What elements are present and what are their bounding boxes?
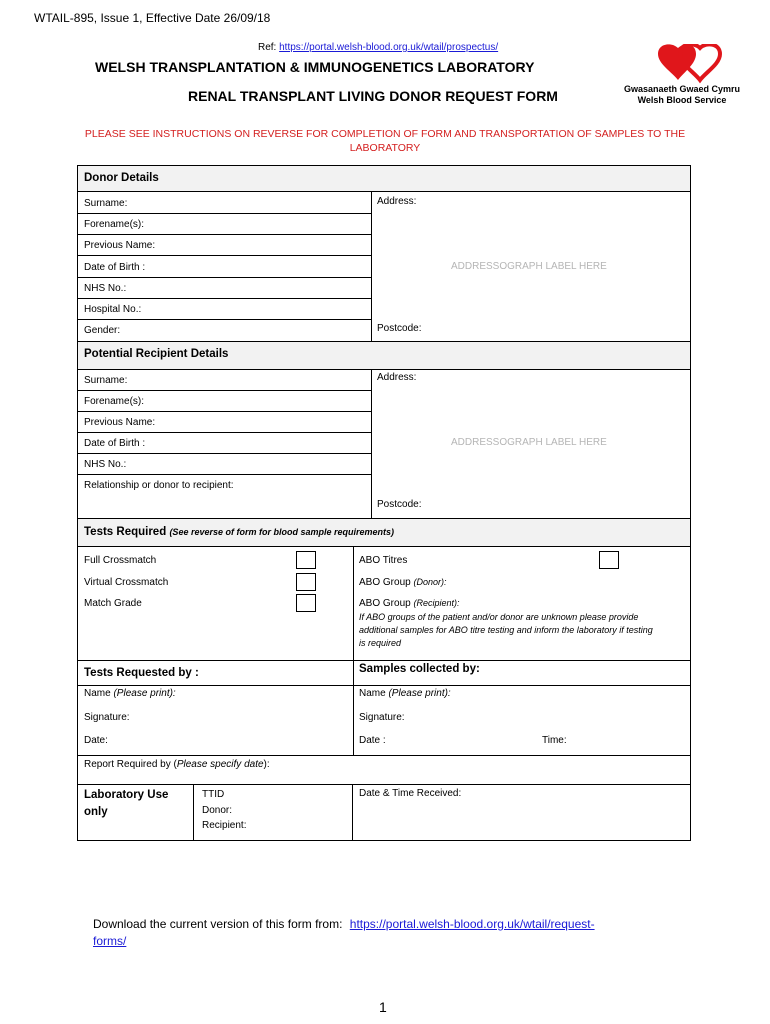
- form-title: RENAL TRANSPLANT LIVING DONOR REQUEST FORM: [188, 88, 558, 104]
- report-required-note: Please specify date: [176, 759, 264, 770]
- logo-text-welsh: Gwasanaeth Gwaed Cymru: [623, 84, 741, 94]
- recipient-surname-label: Surname:: [84, 375, 128, 386]
- donor-surname-label: Surname:: [84, 198, 128, 209]
- requested-signature-label: Signature:: [84, 712, 130, 723]
- prospectus-link[interactable]: https://portal.welsh-blood.org.uk/wtail/prospectus/: [279, 42, 499, 53]
- lab-recipient-label: Recipient:: [202, 820, 247, 831]
- laboratory-use-line1: Laboratory Use: [84, 789, 169, 801]
- laboratory-use-heading: [84, 787, 168, 821]
- abo-group-recipient-label: [359, 597, 460, 610]
- tests-required-title: Tests Required: [84, 526, 167, 538]
- tests-requested-by-heading: Tests Requested by :: [84, 667, 199, 679]
- full-crossmatch-label: Full Crossmatch: [84, 555, 157, 566]
- recipient-forenames-label: Forename(s):: [84, 396, 145, 407]
- abo-group-recipient-text: ABO Group: [359, 598, 411, 609]
- lab-ttid-label: TTID: [202, 789, 225, 800]
- abo-group-donor-label: [359, 576, 447, 589]
- donor-forenames-label: Forename(s):: [84, 219, 145, 230]
- match-grade-label: Match Grade: [84, 598, 142, 609]
- recipient-address-label: Address:: [377, 372, 417, 383]
- download-text: Download the current version of this form from:: [93, 917, 343, 931]
- requested-date-label: Date:: [84, 735, 108, 746]
- abo-group-donor-text: ABO Group: [359, 577, 411, 588]
- recipient-postcode-label: Postcode:: [377, 499, 422, 510]
- collected-date-label: Date :: [359, 735, 386, 746]
- donor-dob-label: Date of Birth :: [84, 262, 146, 273]
- lab-title: WELSH TRANSPLANTATION & IMMUNOGENETICS LABORATORY: [95, 59, 535, 75]
- recipient-details-heading: Potential Recipient Details: [84, 348, 229, 360]
- download-note: [93, 916, 683, 950]
- abo-group-recipient-note: (Recipient):: [413, 598, 460, 608]
- donor-hospital-label: Hospital No.:: [84, 304, 142, 315]
- abo-note: If ABO groups of the patient and/or donor are unknown please provide additional samples for ABO titre testing and inform the laboratory if testing is required: [359, 612, 653, 648]
- donor-addressograph-placeholder: ADDRESSOGRAPH LABEL HERE: [451, 261, 607, 272]
- lab-ttid-block: [202, 787, 246, 834]
- recipient-previous-name-label: Previous Name:: [84, 417, 156, 428]
- donor-gender-label: Gender:: [84, 325, 121, 336]
- donor-postcode-label: Postcode:: [377, 323, 422, 334]
- logo-text-english: Welsh Blood Service: [637, 95, 727, 105]
- tests-required-note: (See reverse of form for blood sample requirements): [169, 527, 394, 537]
- collected-name-label: [359, 687, 451, 700]
- lab-donor-label: Donor:: [202, 804, 233, 816]
- instructions-banner: PLEASE SEE INSTRUCTIONS ON REVERSE FOR COMPLETION OF FORM AND TRANSPORTATION OF SAMPLES TO THE LABORATORY: [84, 128, 686, 154]
- request-forms-link-cont[interactable]: forms/: [93, 934, 127, 948]
- heart-left-icon: [658, 44, 696, 80]
- request-forms-link[interactable]: https://portal.welsh-blood.org.uk/wtail/request-: [349, 917, 595, 931]
- donor-details-heading: Donor Details: [84, 172, 159, 184]
- donor-header-bg: [77, 165, 690, 191]
- report-required-text: Report Required by (: [84, 759, 177, 770]
- collected-name-text: Name: [359, 688, 386, 699]
- report-required-suffix: ):: [263, 759, 270, 770]
- abo-group-donor-note: (Donor):: [413, 577, 447, 587]
- reference-label: Ref:: [258, 42, 277, 53]
- collected-time-label: Time:: [542, 735, 567, 746]
- full-crossmatch-checkbox[interactable]: [296, 551, 316, 569]
- page-number: 1: [379, 999, 387, 1015]
- requested-name-text: Name: [84, 688, 111, 699]
- requested-name-label: [84, 687, 176, 700]
- match-grade-checkbox[interactable]: [296, 594, 316, 612]
- donor-nhs-label: NHS No.:: [84, 283, 127, 294]
- laboratory-use-line2: only: [84, 806, 108, 818]
- collected-name-note: (Please print):: [388, 688, 451, 699]
- collected-signature-label: Signature:: [359, 712, 405, 723]
- recipient-dob-label: Date of Birth :: [84, 438, 146, 449]
- tests-required-heading: [84, 526, 394, 538]
- abo-titres-label: ABO Titres: [359, 555, 408, 566]
- report-required-label: [84, 758, 270, 771]
- logo-text: [618, 84, 746, 106]
- donor-previous-name-label: Previous Name:: [84, 240, 156, 251]
- document-reference: WTAIL-895, Issue 1, Effective Date 26/09/18: [34, 11, 271, 25]
- recipient-nhs-label: NHS No.:: [84, 459, 127, 470]
- lab-received-label: Date & Time Received:: [359, 788, 462, 799]
- recipient-relationship-label: Relationship or donor to recipient:: [84, 480, 234, 491]
- welsh-blood-service-logo: [640, 44, 740, 84]
- donor-address-label: Address:: [377, 196, 417, 207]
- abo-titres-checkbox[interactable]: [599, 551, 619, 569]
- recipient-addressograph-placeholder: ADDRESSOGRAPH LABEL HERE: [451, 437, 607, 448]
- requested-name-note: (Please print):: [113, 688, 176, 699]
- virtual-crossmatch-checkbox[interactable]: [296, 573, 316, 591]
- virtual-crossmatch-label: Virtual Crossmatch: [84, 577, 169, 588]
- samples-collected-by-heading: Samples collected by:: [359, 663, 480, 675]
- reference-line: [258, 42, 498, 53]
